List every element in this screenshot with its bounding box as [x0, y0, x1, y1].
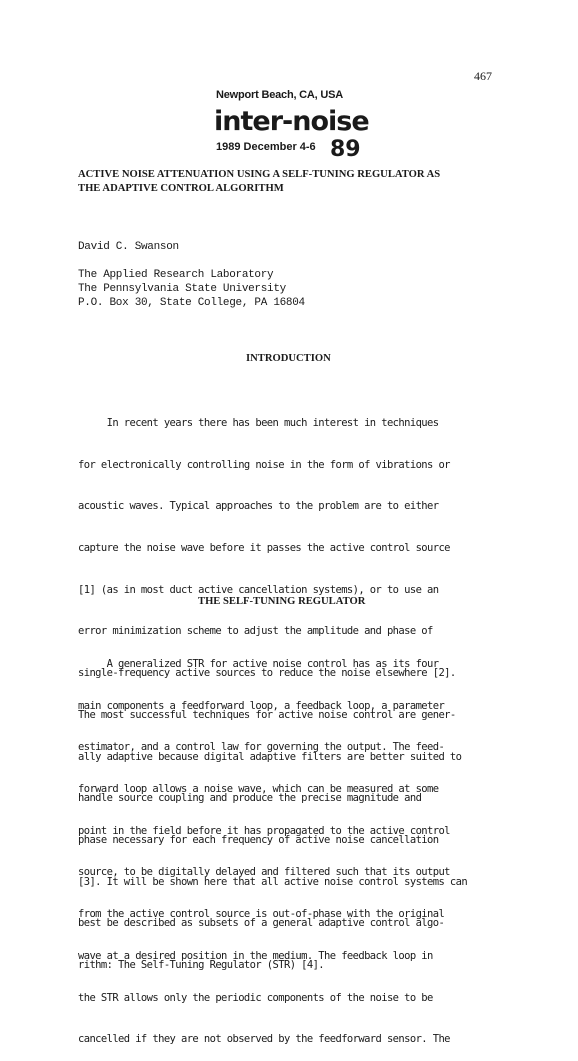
logo-year: 89 [330, 137, 361, 162]
paper-title [78, 168, 440, 195]
text-line: ally adaptive because digital adaptive filters are better suited to [78, 750, 462, 763]
text-line: handle source coupling and produce the precise magnitude and [78, 792, 422, 805]
section-heading-introduction: INTRODUCTION [246, 353, 331, 364]
text-line: phase necessary for each frequency of active noise cancellation [78, 834, 439, 846]
affiliation-line: The Pennsylvania State University [78, 283, 286, 295]
author-name: David C. Swanson [78, 241, 179, 253]
conference-location: Newport Beach, CA, USA [216, 89, 344, 101]
section-heading-self-tuning-regulator: THE SELF-TUNING REGULATOR [198, 596, 366, 607]
author-block [78, 240, 305, 310]
text-line: point in the field before it has propagated to the active control [78, 824, 450, 837]
title-line: THE ADAPTIVE CONTROL ALGORITHM [78, 182, 284, 194]
text-line: The most successful techniques for active noise control are gener- [78, 708, 456, 721]
text-line: [3]. It will be shown here that all active noise control systems can [78, 875, 468, 888]
text-line: source, to be digitally delayed and filtered such that its output [78, 866, 450, 879]
conference-date: 1989 December 4-6 [216, 141, 316, 153]
text-line: main components a feedforward loop, a feedback loop, a parameter [78, 699, 445, 712]
text-line: forward loop allows a noise wave, which can be measured at some [78, 782, 439, 795]
page-number: 467 [474, 69, 492, 83]
text-line: single-frequency active sources to reduce the noise elsewhere [2]. [78, 667, 456, 680]
text-line: the STR allows only the periodic components of the noise to be [78, 991, 433, 1004]
affiliation-line: The Applied Research Laboratory [78, 269, 274, 281]
affiliation [78, 268, 305, 310]
text-line: from the active control source is out-of-phase with the original [78, 908, 445, 921]
text-line: estimator, and a control law for governing the output. The feed- [78, 741, 445, 754]
text-line: error minimization scheme to adjust the amplitude and phase of [78, 625, 433, 638]
text-line: rithm: The Self-Tuning Regulator (STR) [4]. [78, 959, 325, 972]
text-line: In recent years there has been much interest in techniques [78, 416, 439, 429]
text-line: best be described as subsets of a general adaptive control algo- [78, 917, 445, 930]
text-line: A generalized STR for active noise control has as its four [78, 657, 439, 670]
text-line: capture the noise wave before it passes the active control source [78, 541, 450, 554]
text-line: acoustic waves. Typical approaches to the problem are to either [78, 500, 439, 513]
title-line: ACTIVE NOISE ATTENUATION USING A SELF-TUNING REGULATOR AS [78, 169, 441, 180]
text-line: [1] (as in most duct active cancellation systems), or to use an [78, 583, 439, 596]
str-paragraph [78, 630, 450, 1061]
text-line: for electronically controlling noise in the form of vibrations or [78, 458, 450, 471]
affiliation-line: P.O. Box 30, State College, PA 16804 [78, 297, 305, 309]
text-line: wave at a desired position in the medium. The feedback loop in [78, 949, 433, 962]
internoise-logo: inter-noise [214, 106, 369, 137]
text-line: cancelled if they are not observed by the feedforward sensor. The [78, 1033, 450, 1046]
